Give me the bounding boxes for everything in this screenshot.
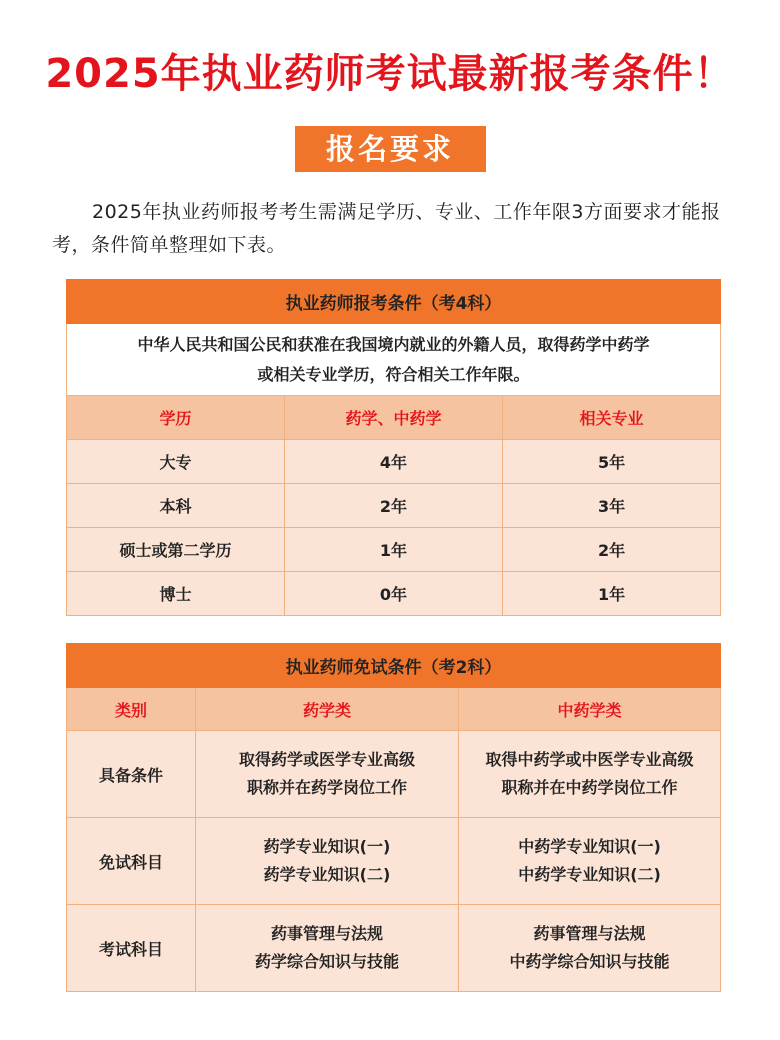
table-cell: 2年	[285, 484, 503, 528]
table-cell	[459, 818, 721, 905]
column-header-row	[67, 396, 721, 440]
table-header: 执业药师报考条件（考4科）	[67, 280, 721, 324]
table-row	[67, 731, 721, 818]
table-cell: 1年	[503, 572, 721, 616]
table-cell: 3年	[503, 484, 721, 528]
table-cell	[196, 905, 459, 992]
column-header: 学历	[67, 396, 285, 440]
table-cell: 本科	[67, 484, 285, 528]
table-cell: 0年	[285, 572, 503, 616]
table-row	[67, 440, 721, 484]
cell-line: 药学综合知识与技能	[254, 952, 399, 971]
cell-line: 中药学综合知识与技能	[509, 952, 670, 971]
table-header-row	[67, 280, 721, 324]
row-label: 考试科目	[67, 905, 196, 992]
row-label: 具备条件	[67, 731, 196, 818]
section-badge: 报名要求	[295, 126, 486, 172]
section-badge-wrap	[0, 126, 780, 172]
table-row	[67, 818, 721, 905]
column-header: 中药学类	[459, 688, 721, 731]
cell-line: 取得中药学或中医学专业高级	[485, 750, 694, 769]
column-header: 药学类	[196, 688, 459, 731]
table-cell: 硕士或第二学历	[67, 528, 285, 572]
column-header: 相关专业	[503, 396, 721, 440]
table-cell: 5年	[503, 440, 721, 484]
column-header: 类别	[67, 688, 196, 731]
table-cell: 2年	[503, 528, 721, 572]
column-header: 药学、中药学	[285, 396, 503, 440]
table-row	[67, 905, 721, 992]
intro-paragraph: 2025年执业药师报考考生需满足学历、专业、工作年限3方面要求才能报考，条件简单整理如下表。	[52, 201, 721, 256]
table-row	[67, 572, 721, 616]
table-cell	[459, 731, 721, 818]
cell-line: 职称并在中药学岗位工作	[501, 778, 678, 797]
cell-line: 药学专业知识(二)	[263, 865, 391, 884]
table-description	[67, 324, 721, 396]
table-cell: 博士	[67, 572, 285, 616]
table-header: 执业药师免试条件（考2科）	[67, 644, 721, 688]
exemption-conditions-table	[66, 643, 721, 992]
description-line: 或相关专业学历，符合相关工作年限。	[257, 364, 530, 384]
table-cell: 1年	[285, 528, 503, 572]
cell-line: 中药学专业知识(一)	[518, 837, 661, 856]
page-title: 2025年执业药师考试最新报考条件！	[45, 51, 735, 97]
table-cell: 大专	[67, 440, 285, 484]
table-row	[67, 484, 721, 528]
cell-line: 中药学专业知识(二)	[518, 865, 661, 884]
cell-line: 药事管理与法规	[533, 924, 646, 943]
description-line: 中华人民共和国公民和获准在我国境内就业的外籍人员，取得药学中药学	[137, 334, 650, 354]
table-header-row	[67, 644, 721, 688]
table-cell: 4年	[285, 440, 503, 484]
table-cell	[196, 818, 459, 905]
cell-line: 药事管理与法规	[270, 924, 383, 943]
row-label: 免试科目	[67, 818, 196, 905]
registration-conditions-table	[66, 279, 721, 616]
table-cell	[459, 905, 721, 992]
table-row	[67, 528, 721, 572]
description-row	[67, 324, 721, 396]
cell-line: 取得药学或医学专业高级	[238, 750, 415, 769]
column-header-row	[67, 688, 721, 731]
cell-line: 职称并在药学岗位工作	[246, 778, 407, 797]
table-cell	[196, 731, 459, 818]
cell-line: 药学专业知识(一)	[263, 837, 391, 856]
